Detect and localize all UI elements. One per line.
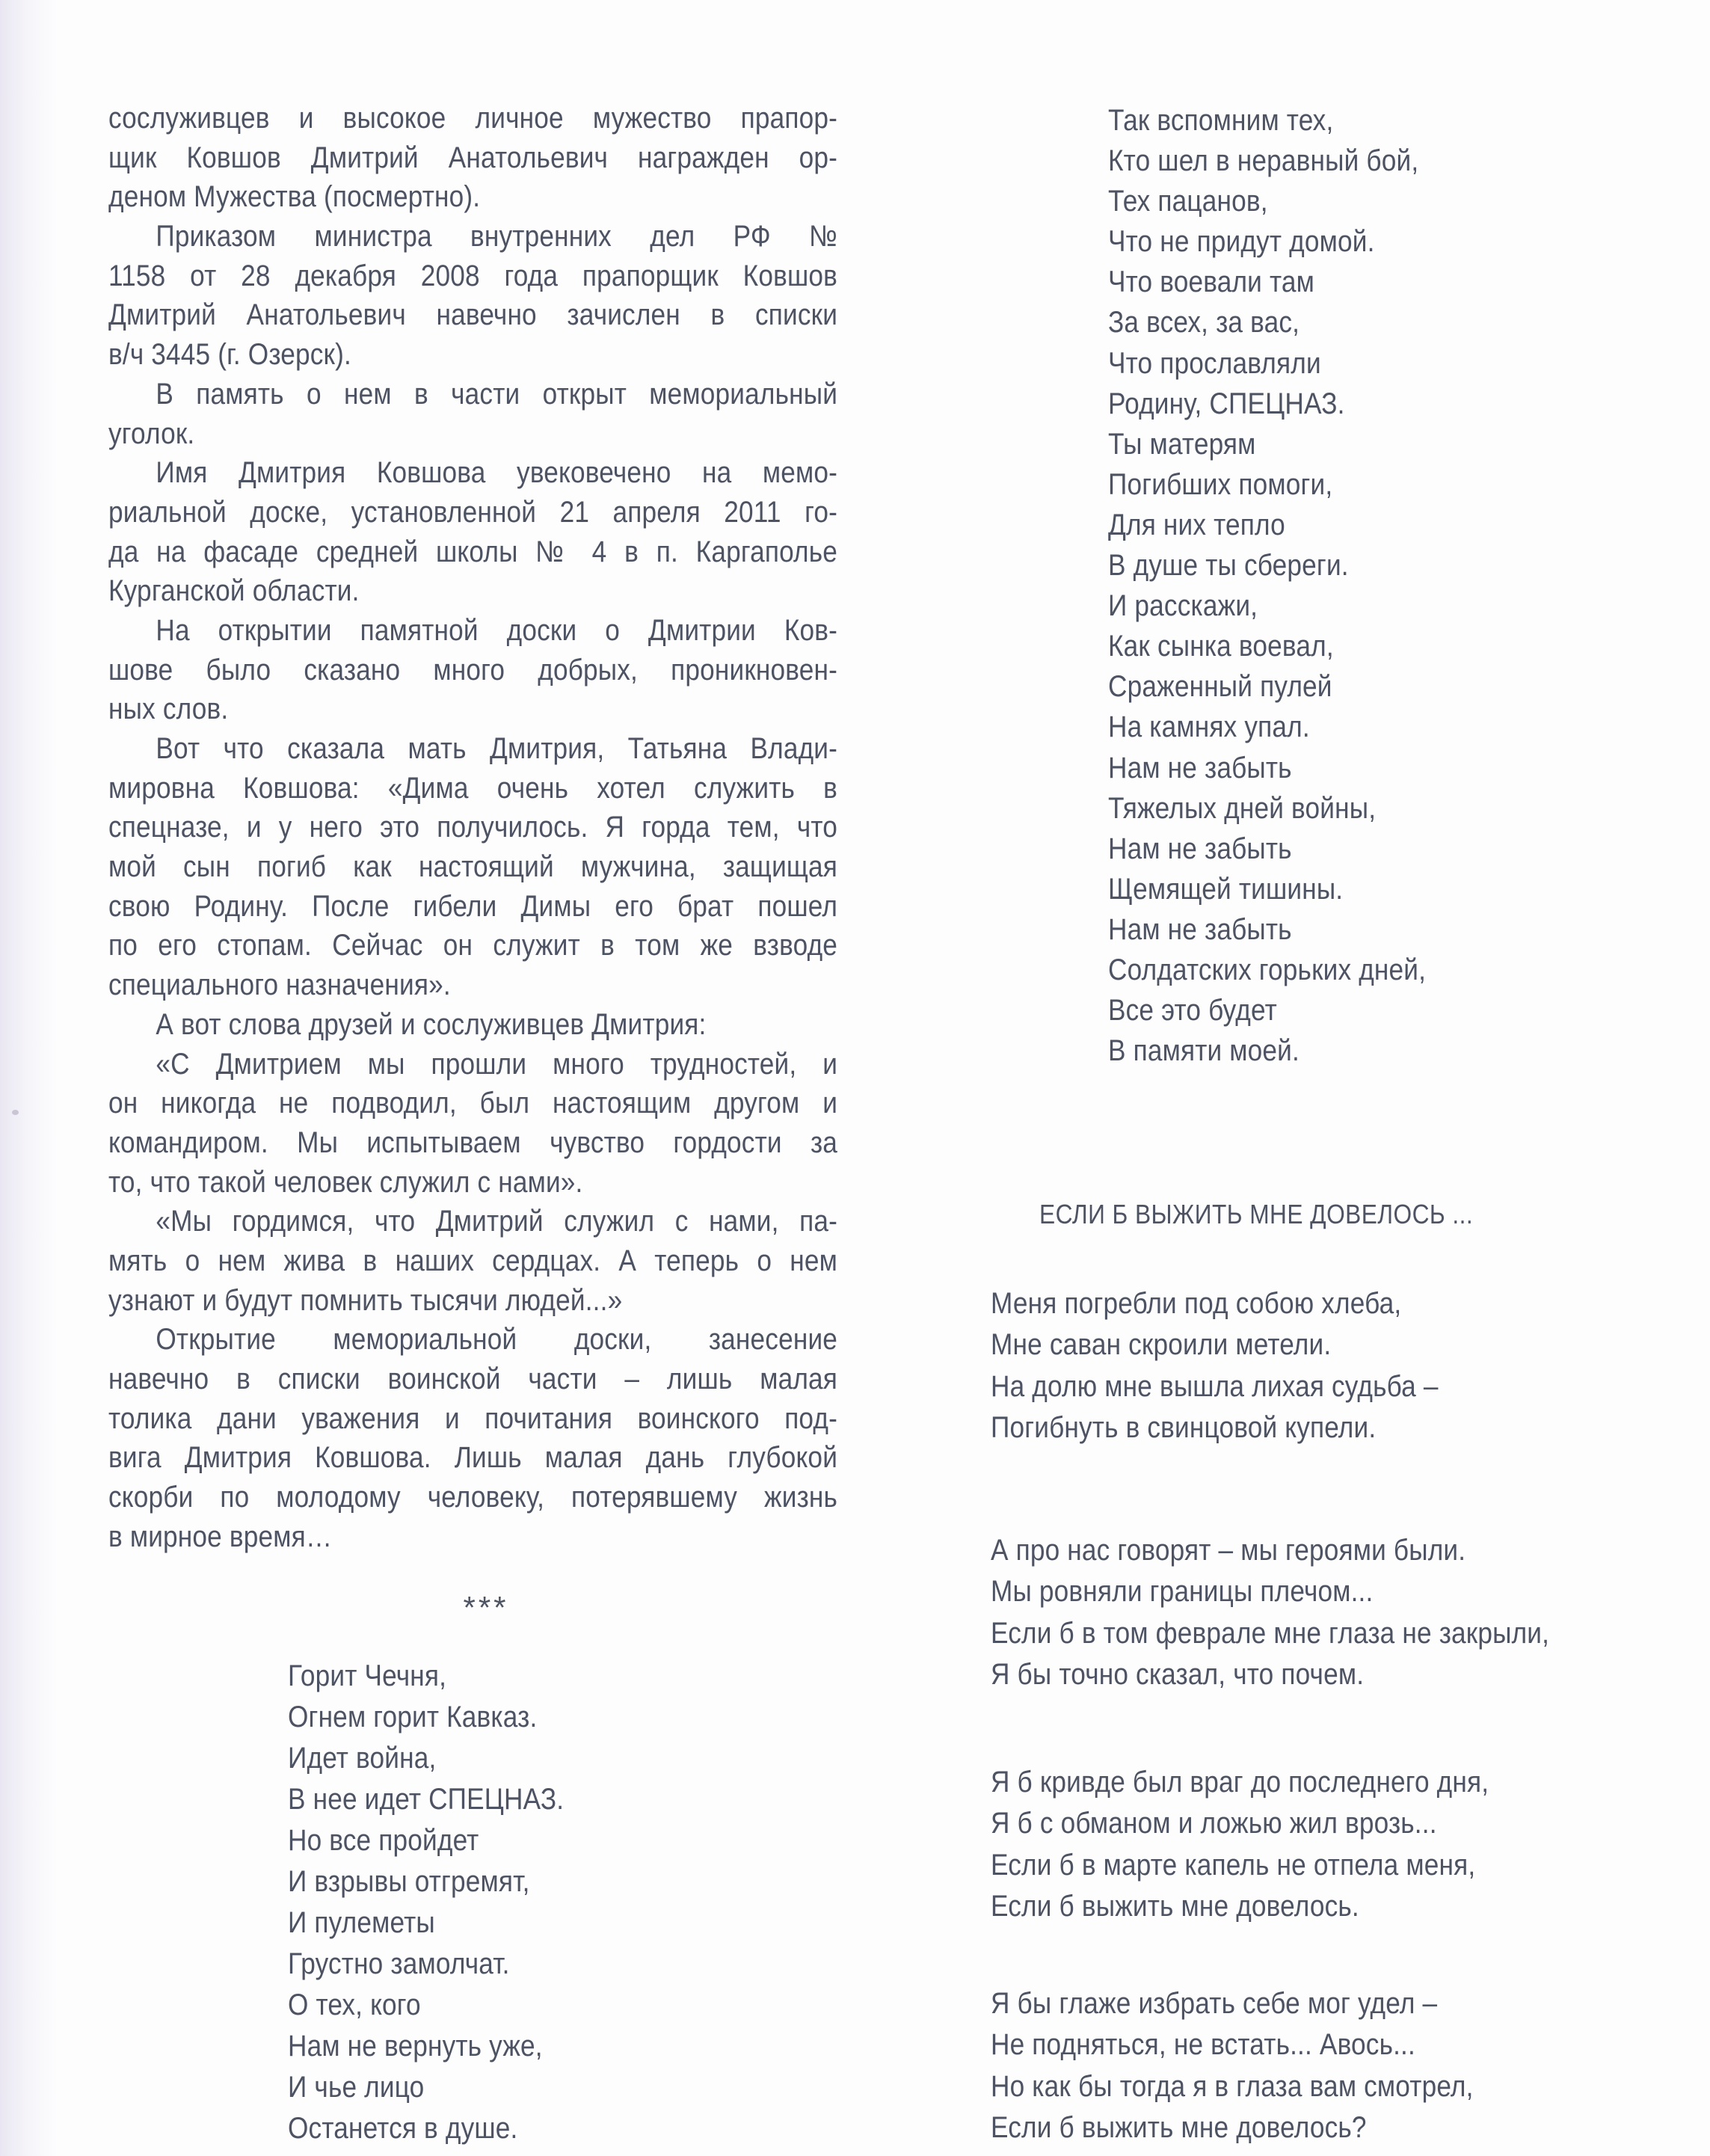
poem-line: О тех, кого (288, 1988, 421, 2021)
prose-line: В память о нем в части открыт мемориальный (156, 377, 838, 411)
section-divider: *** (463, 1590, 509, 1625)
poem-line: И расскажи, (1108, 589, 1258, 623)
prose-line: Открытие мемориальной доски, занесение (156, 1323, 838, 1357)
poem-line: Все это будет (1108, 994, 1277, 1028)
poem-line: Я б с обманом и ложью жил врозь... (991, 1807, 1437, 1840)
left-poem (288, 1656, 564, 2149)
prose-line: ных слов. (108, 692, 229, 726)
prose-line: А вот слова друзей и сослуживцев Дмитрия: (156, 1007, 707, 1041)
poem-line: Так вспомним тех, (1108, 104, 1334, 137)
poem-line: Сраженный пулей (1108, 670, 1332, 704)
prose-line: Приказом министра внутренних дел РФ № (156, 220, 838, 254)
scan-artifact (12, 1110, 19, 1115)
stanza-3 (991, 1762, 1489, 1927)
prose-line: Дмитрий Анатольевич навечно зачислен в списки (108, 298, 838, 332)
prose-line: да на фасаде средней школы № 4 в п. Каргаполье (108, 535, 838, 568)
poem-line: Щемящей тишины. (1108, 872, 1344, 906)
poem-line: Мне саван скроили метели. (991, 1328, 1332, 1362)
poem-line: Погибнуть в свинцовой купели. (991, 1410, 1377, 1444)
poem-line: Если б в том феврале мне глаза не закрыли, (991, 1616, 1550, 1650)
poem-line: Останется в душе. (288, 2112, 518, 2145)
poem-line: И взрывы отгремят, (288, 1865, 530, 1898)
stanza-1 (991, 1283, 1439, 1449)
poem-line: Родину, СПЕЦНАЗ. (1108, 387, 1345, 420)
poem-line: Если б выжить мне довелось? (991, 2110, 1367, 2144)
prose-line: свою Родину. После гибели Димы его брат пошел (108, 889, 838, 923)
poem-line: Я бы точно сказал, что почем. (991, 1657, 1365, 1691)
poem-line: Тяжелых дней войны, (1108, 791, 1377, 825)
poem-line: Меня погребли под собою хлеба, (991, 1287, 1402, 1320)
poem-line: Как сынка воевал, (1108, 630, 1334, 663)
prose-line: Вот что сказала мать Дмитрия, Татьяна Влади- (156, 732, 838, 765)
prose-line: шове было сказано много добрых, проникновен- (108, 653, 838, 687)
prose-line: мировна Ковшова: «Дима очень хотел служить в (108, 771, 838, 805)
poem-line: И чье лицо (288, 2071, 425, 2104)
poem-line: Солдатских горьких дней, (1108, 953, 1427, 986)
prose-line: командиром. Мы испытываем чувство гордости за (108, 1125, 838, 1159)
poem-line: В душе ты сбереги. (1108, 549, 1349, 583)
poem-line: Ты матерям (1108, 427, 1256, 461)
poem-line: Нам не забыть (1108, 751, 1292, 784)
stanza-4 (991, 1983, 1474, 2149)
prose-line: специального назначения». (108, 968, 451, 1002)
prose-line: по его стопам. Сейчас он служит в том же взводе (108, 929, 838, 962)
right-poem (1108, 100, 1426, 1071)
poem-line: Погибших помоги, (1108, 467, 1333, 501)
stanza-2 (991, 1530, 1549, 1695)
prose-line: 1158 от 28 декабря 2008 года прапорщик Ковшов (108, 259, 838, 292)
poem-line: Что воевали там (1108, 265, 1315, 299)
prose-line: «Мы гордимся, что Дмитрий служил с нами, па- (156, 1205, 838, 1238)
prose-line: в мирное время… (108, 1520, 333, 1553)
prose-line: то, что такой человек служил с нами». (108, 1165, 583, 1199)
poem-line: Нам не забыть (1108, 912, 1292, 946)
prose-line: риальной доске, установленной 21 апреля 2011 го- (108, 495, 838, 529)
prose-line: «С Дмитрием мы прошли много трудностей, и (156, 1047, 838, 1081)
poem-line: В памяти моей. (1108, 1034, 1300, 1068)
prose-line: скорби по молодому человеку, потерявшему жизнь (108, 1481, 838, 1514)
poem-line: А про нас говорят – мы героями были. (991, 1534, 1466, 1567)
poem-line: На камнях упал. (1108, 710, 1310, 744)
poem-line: Нам не забыть (1108, 832, 1292, 865)
poem-line: Я бы глаже избрать себе мог удел – (991, 1987, 1438, 2020)
prose-line: вига Дмитрия Ковшова. Лишь малая дань глубокой (108, 1441, 838, 1475)
prose-block (108, 99, 837, 1556)
poem-line: Грустно замолчат. (288, 1947, 510, 1980)
poem-line: Если б выжить мне довелось. (991, 1889, 1359, 1923)
prose-line: мять о нем жива в наших сердцах. А теперь о нем (108, 1244, 838, 1277)
poem-line: За всех, за вас, (1108, 306, 1300, 340)
poem-line: И пулеметы (288, 1906, 435, 1939)
prose-line: он никогда не подводил, был настоящим другом и (108, 1087, 838, 1120)
poem-line: Я б кривде был враг до последнего дня, (991, 1766, 1489, 1799)
poem-line: Если б в марте капель не отпела меня, (991, 1848, 1476, 1882)
poem-line: Огнем горит Кавказ. (288, 1701, 538, 1733)
prose-line: в/ч 3445 (г. Озерск). (108, 338, 351, 372)
poem-line: Мы ровняли границы плечом... (991, 1575, 1374, 1609)
prose-line: мой сын погиб как настоящий мужчина, защищая (108, 850, 838, 884)
poem-line: Тех пацанов, (1108, 185, 1268, 218)
poem-line: В нее идет СПЕЦНАЗ. (288, 1783, 565, 1816)
poem-line: На долю мне вышла лихая судьба – (991, 1369, 1439, 1403)
prose-line: Курганской области. (108, 574, 360, 608)
prose-line: деном Мужества (посмертно). (108, 180, 481, 214)
poem-title: ЕСЛИ Б ВЫЖИТЬ МНЕ ДОВЕЛОСЬ ... (1039, 1199, 1474, 1229)
prose-line: Имя Дмитрия Ковшова увековечено на мемо- (156, 456, 838, 490)
poem-line: Что не придут домой. (1108, 225, 1375, 259)
page-edge-shadow (0, 0, 58, 2156)
poem-line: Но все пройдет (288, 1824, 479, 1857)
poem-line: Кто шел в неравный бой, (1108, 144, 1419, 178)
poem-line: Идет война, (288, 1742, 437, 1775)
poem-line: Но как бы тогда я в глаза вам смотрел, (991, 2069, 1474, 2103)
prose-line: навечно в списки воинской части – лишь малая (108, 1363, 838, 1395)
prose-line: спецназе, и у него это получилось. Я горда тем, что (108, 811, 838, 844)
prose-line: сослуживцев и высокое личное мужество прапор- (108, 102, 838, 135)
poem-line: Не подняться, не встать... Авось... (991, 2028, 1415, 2062)
prose-line: щик Ковшов Дмитрий Анатольевич награжден ор- (108, 141, 838, 174)
prose-line: толика дани уважения и почитания воинского под- (108, 1401, 838, 1435)
poem-line: Что прославляли (1108, 346, 1321, 380)
prose-line: На открытии памятной доски о Дмитрии Ков- (156, 613, 838, 647)
poem-line: Для них тепло (1108, 508, 1285, 541)
poem-line: Нам не вернуть уже, (288, 2030, 543, 2063)
prose-line: узнают и будут помнить тысячи людей...» (108, 1283, 623, 1317)
poem-line: Горит Чечня, (288, 1659, 447, 1692)
prose-line: уголок. (108, 417, 195, 450)
